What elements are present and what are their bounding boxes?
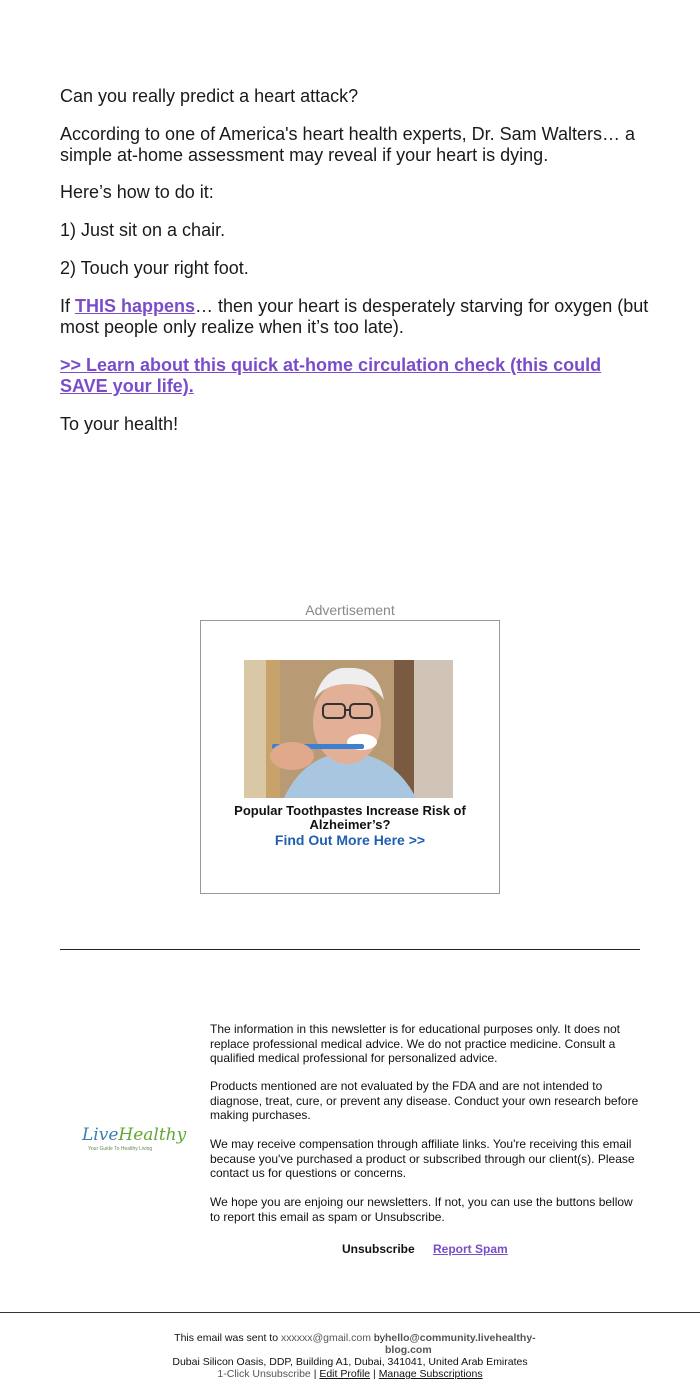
unsubscribe-button[interactable]: Unsubscribe [342,1242,415,1256]
edit-profile-link[interactable]: Edit Profile [319,1368,371,1380]
paragraph-1: According to one of America's heart health experts, Dr. Sam Walters… a simple at-home assessment may reveal if your heart is dying. [60,124,636,165]
recipient-email: xxxxxx@gmail.com [280,1332,371,1344]
advertisement-label: Advertisement [305,602,395,618]
ad-photo [244,660,453,798]
sep-1: | [310,1368,320,1380]
intro-question: Can you really predict a heart attack? [60,86,359,106]
manage-subscriptions-link[interactable]: Manage Subscriptions [378,1368,483,1380]
footer-divider [0,1312,700,1313]
sent-to-prefix: This email was sent to [174,1332,281,1344]
signoff: To your health! [60,414,179,434]
this-happens-link[interactable]: THIS happens [75,296,196,316]
if-paragraph [60,296,650,338]
if-prefix: If [60,296,76,316]
ad-image-man-brushing-teeth[interactable] [244,660,453,798]
sender-email: hello@community.livehealthy-blog.com [385,1332,536,1356]
logo-tagline: Your Guide To Healthy Living [88,1146,153,1152]
one-click-unsubscribe-link[interactable]: 1-Click Unsubscribe [217,1368,311,1380]
ad-headline[interactable]: Popular Toothpastes Increase Risk of Alzheimer’s? [234,803,466,832]
disclaimer-fda: Products mentioned are not evaluated by the FDA and are not intended to diagnose, treat, cure, or prevent any disease. Conduct your own research before making purchases. [210,1079,639,1122]
paragraph-2: Here’s how to do it: [60,182,214,202]
by-text: by [370,1332,385,1344]
footer-address: Dubai Silicon Oasis, DDP, Building A1, Dubai, 341041, United Arab Emirates [172,1356,528,1368]
footer-links [0,1368,700,1380]
disclaimer-affiliate: We may receive compensation through affiliate links. You're receiving this email because you've purchased a product or subscribed through our client(s). Please contact us for questions or concerns. [210,1137,635,1180]
if-suffix: … then your heart is desperately starving for oxygen (but most people only realize when it’s too late). [60,296,649,337]
logo-text-live: Live [82,1125,119,1145]
disclaimer-educational: The information in this newsletter is for educational purposes only. It does not replace professional medical advice. We do not practice medicine. Consult a qualified medical professional for personalized advice. [210,1022,620,1065]
section-divider [60,949,640,950]
footer-sent-to [0,1332,385,1344]
circulation-check-link[interactable]: >> Learn about this quick at-home circulation check (this could SAVE your life). [60,355,602,396]
step-1: 1) Just sit on a chair. [60,220,226,240]
logo-text-healthy: Healthy [118,1125,187,1145]
disclaimer-newsletter: We hope you are enjoing our newsletters. If not, you can use the buttons bellow to report this email as spam or Unsubscribe. [210,1195,633,1224]
ad-find-out-more-link[interactable]: Find Out More Here >> [274,832,426,848]
sep-2: | [370,1368,379,1380]
report-spam-button[interactable]: Report Spam [433,1242,508,1256]
advertisement-box[interactable] [200,620,500,894]
livehealthy-logo [82,1125,187,1157]
step-2: 2) Touch your right foot. [60,258,249,278]
